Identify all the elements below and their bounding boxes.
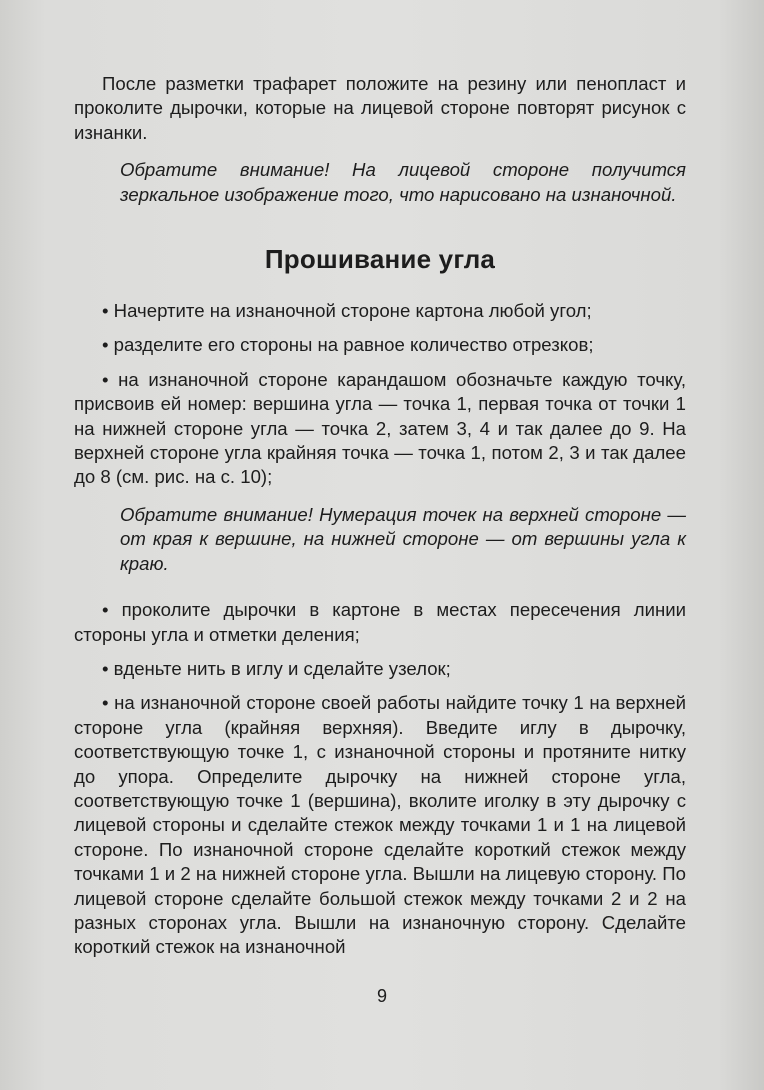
section-heading: Прошивание угла [264,244,496,275]
page-number: 9 [376,986,387,1006]
page-content [74,72,686,960]
bullet-draw-angle: • Начертите на изнаночной стороне картона любой угол; [102,300,592,322]
bullet-number-points: • на изнаночной стороне карандашом обозначьте каждую точку, присвоив ей номер: вершина угла — точка 1, первая точка от точки 1 на нижней стороне угла — точка 2, затем 3, 4 и так далее до 9. На верхней стороне угла крайняя точка — точка 1, потом 2, 3 и так далее до 8 (см. рис. на с. 10); [74,368,686,488]
note-attention-1: Обратите внимание! На лицевой стороне получится зеркальное изображение того, что нарисовано на изнаночной. [120,159,686,205]
intro-paragraph: После разметки трафарет положите на резину или пенопласт и проколите дырочки, которые на лицевой стороне повторят рисунок с изнанки. [74,73,686,143]
bullet-stitching-instructions: • на изнаночной стороне своей работы найдите точку 1 на верхней стороне угла (крайняя верхняя). Введите иглу в дырочку, соответствующую точке 1, с изнаночной стороны и протяните нитку до упора. Определите дырочку на нижней стороне угла, соответствующую точке 1 (вершина), вколите иголку в эту дырочку с лицевой стороны и сделайте стежок между точками 1 и 1 на лицевой стороне. По изнаночной стороне сделайте короткий стежок между точками 1 и 2 на нижней стороне угла. Вышли на лицевую сторону. По лицевой стороне сделайте большой стежок между точками 2 и 2 на разных сторонах угла. Вышли на изнаночную сторону. Сделайте короткий стежок на изнаночной [74,692,686,958]
note-attention-2: Обратите внимание! Нумерация точек на верхней стороне — от края к вершине, на нижней стороне — от вершины угла к краю. [120,503,686,574]
bullet-pierce-holes: • проколите дырочки в картоне в местах пересечения линии стороны угла и отметки деления; [74,599,686,645]
bullet-divide-sides: • разделите его стороны на равное количество отрезков; [102,334,594,356]
bullet-thread-needle: • вденьте нить в иглу и сделайте узелок; [102,657,451,679]
